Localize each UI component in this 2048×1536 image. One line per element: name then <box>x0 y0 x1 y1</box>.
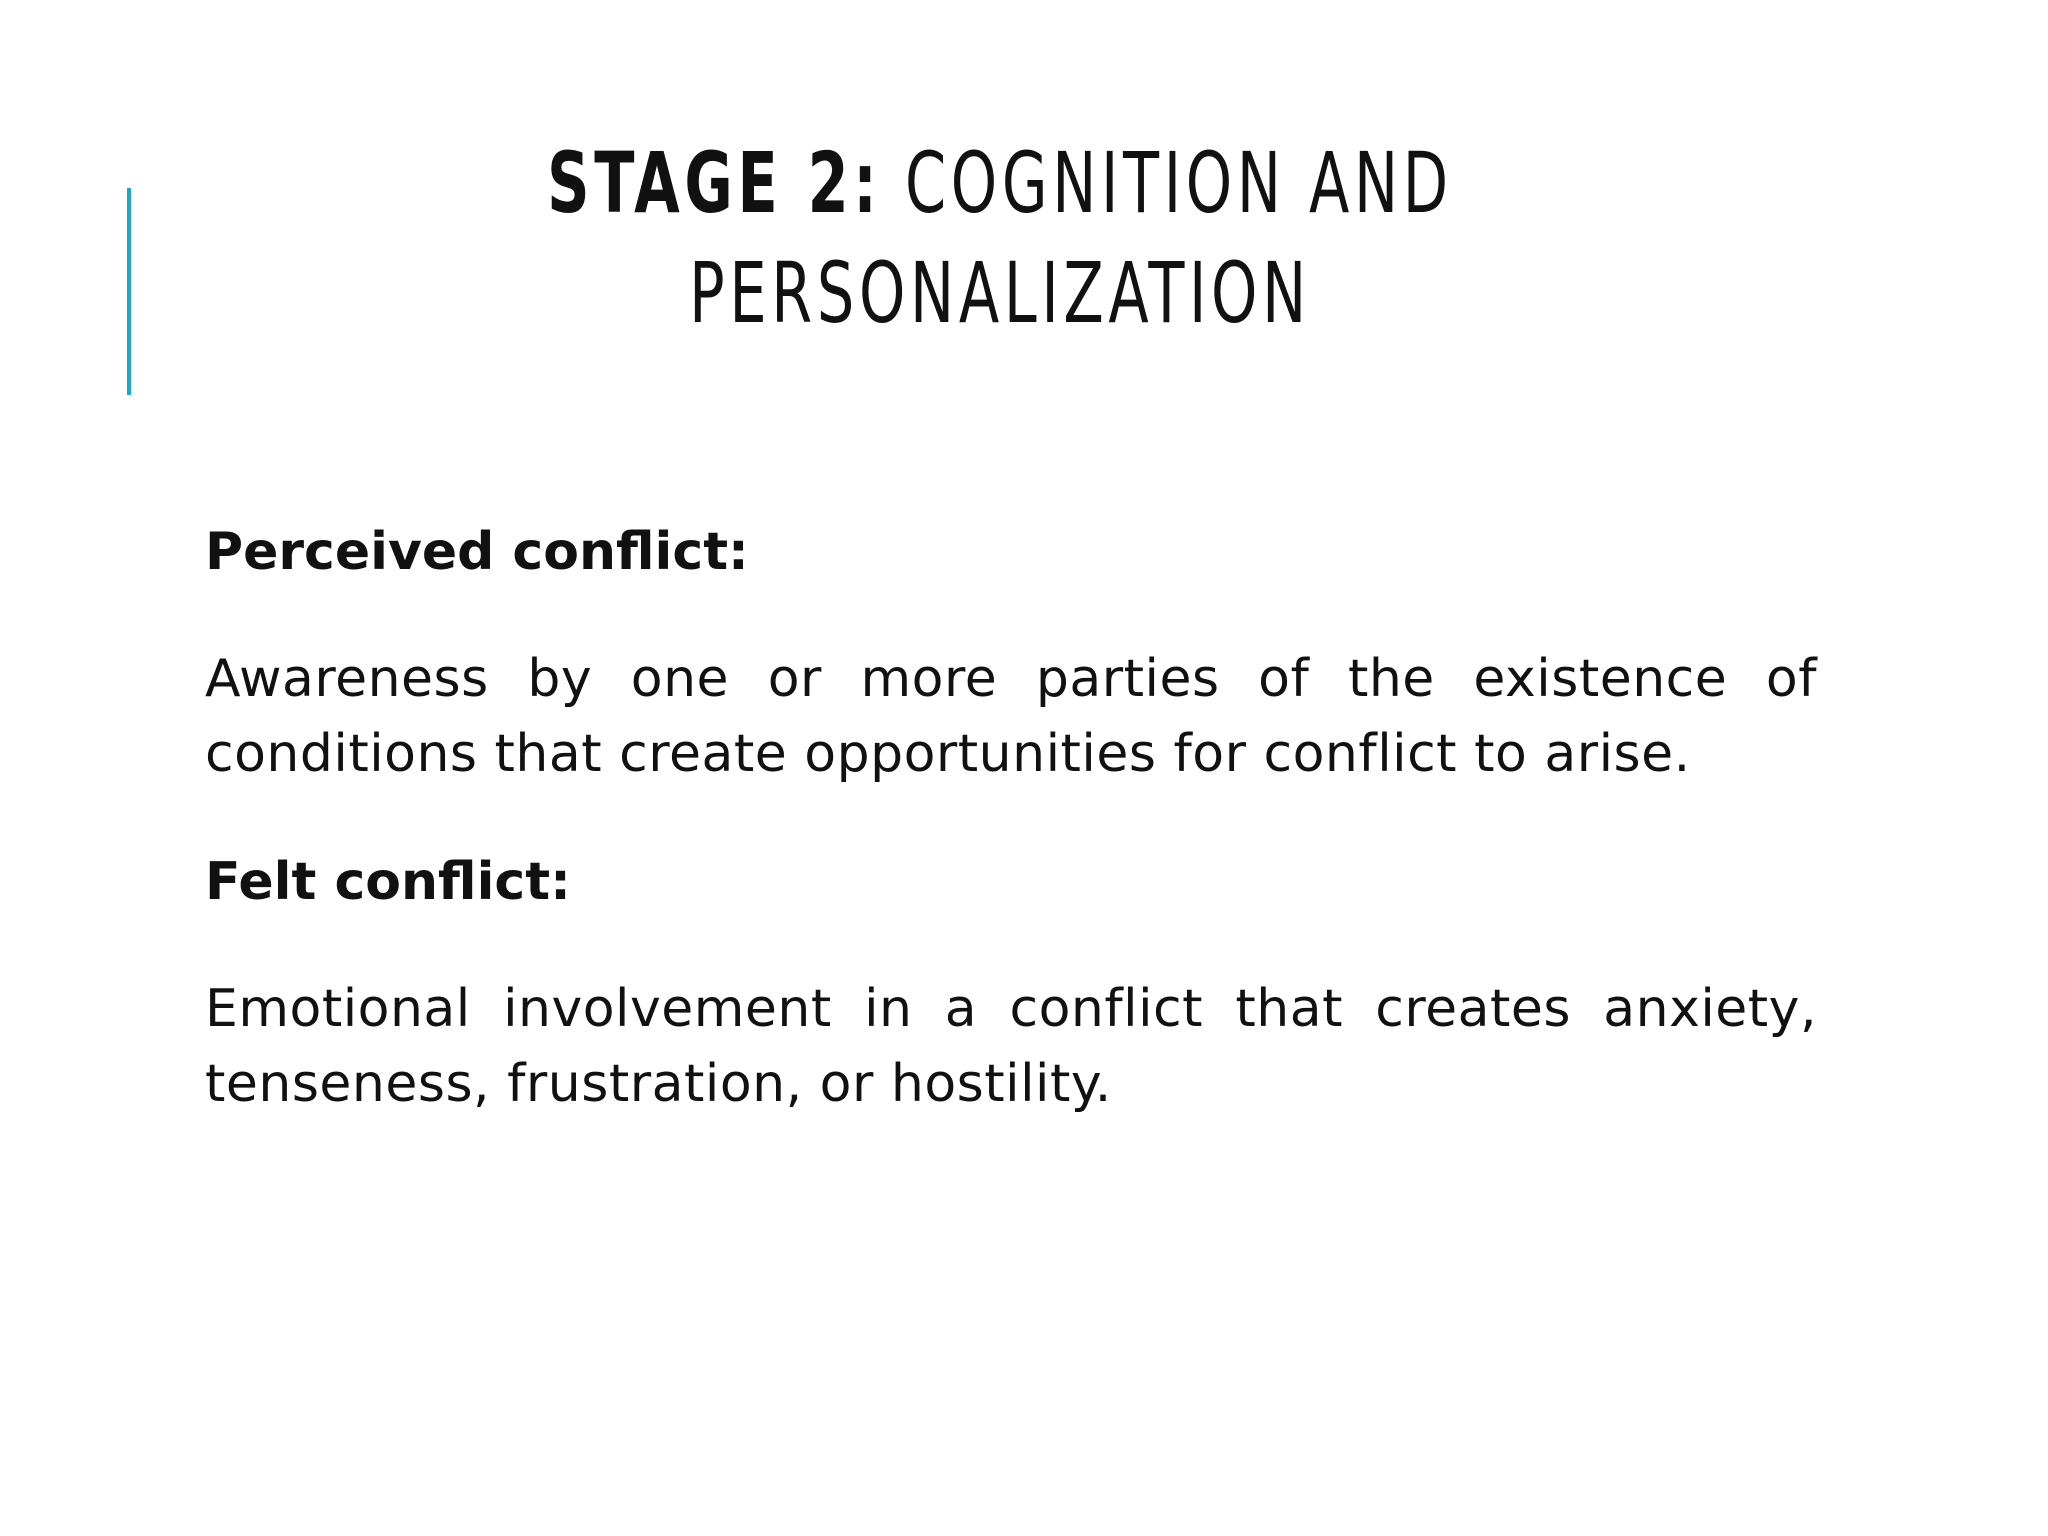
title-stage-label: STAGE 2: <box>547 134 882 232</box>
felt-conflict-heading: Felt conflict: <box>205 852 571 912</box>
perceived-conflict-definition: Awareness by one or more parties of the existence of conditions that create opportunities for conflict to arise. <box>205 649 1817 784</box>
felt-conflict-definition: Emotional involvement in a conflict that creates anxiety, tenseness, frustration, or hostility. <box>205 979 1817 1114</box>
slide-body <box>205 520 1817 1180</box>
title-topic: COGNITION AND PERSONALIZATION <box>689 134 1453 342</box>
slide-title <box>454 128 1546 348</box>
perceived-conflict-heading: Perceived conflict: <box>205 522 749 582</box>
title-accent-bar <box>127 188 131 395</box>
